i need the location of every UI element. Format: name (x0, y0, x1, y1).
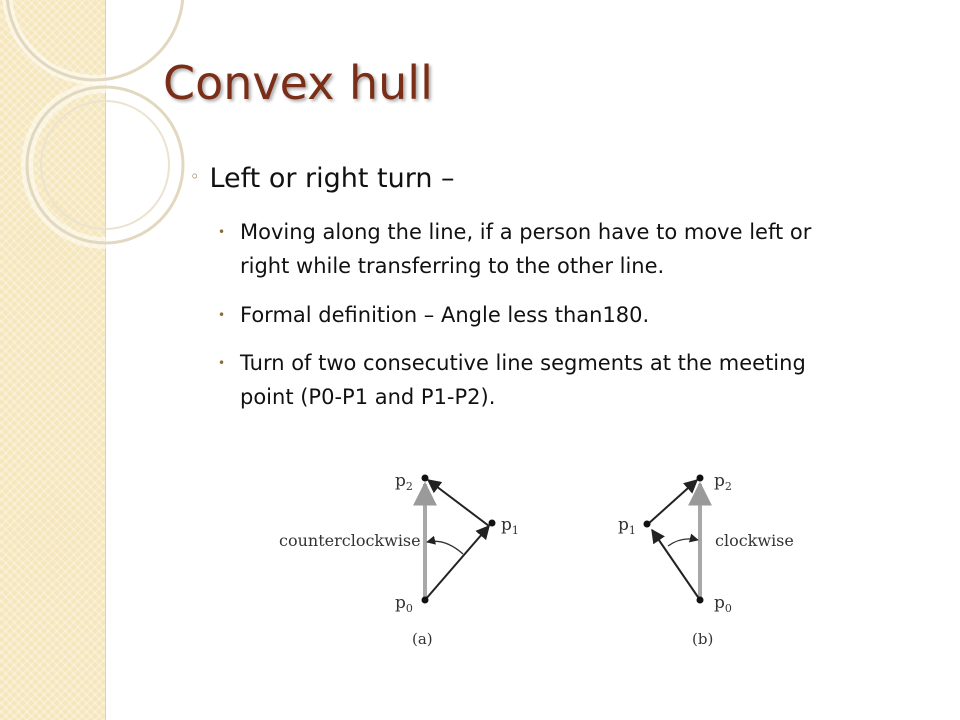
caption-b: (b) (692, 630, 714, 648)
svg-text:p0: $p_0$ (714, 593, 732, 615)
sub-bullet (218, 215, 858, 283)
dot-bullet-icon: • (218, 308, 226, 322)
slide-title: Convex hull (163, 56, 433, 110)
dot-bullet-icon: • (218, 356, 226, 370)
sub-bullet-text: Moving along the line, if a person have to move left or right while transferring to the other line. (240, 220, 812, 278)
svg-text:p0: $p_0$ (395, 593, 413, 615)
svg-text:p1: $p_1$ (501, 515, 519, 537)
main-point (190, 163, 455, 194)
sub-bullet (218, 346, 858, 414)
svg-text:p1: $p_1$ (618, 515, 636, 537)
caption-a: (a) (412, 630, 433, 648)
sub-bullet-text: Turn of two consecutive line segments at the meeting point (P0-P1 and P1-P2). (240, 351, 806, 409)
svg-text:p2: $p_2$ (714, 471, 732, 493)
counterclockwise-label: counterclockwise (279, 531, 421, 550)
turn-diagram (270, 458, 830, 658)
diagram-ccw (279, 471, 519, 648)
diagram-cw (618, 471, 794, 648)
clockwise-label: clockwise (715, 531, 794, 550)
ring-bullet-icon: ◦ (190, 167, 200, 186)
main-point-text: Left or right turn – (209, 163, 455, 194)
sub-bullet (218, 298, 858, 332)
sub-bullet-text: Formal definition – Angle less than180. (240, 303, 650, 327)
dot-bullet-icon: • (218, 225, 226, 239)
svg-text:p2: $p_2$ (395, 471, 413, 493)
